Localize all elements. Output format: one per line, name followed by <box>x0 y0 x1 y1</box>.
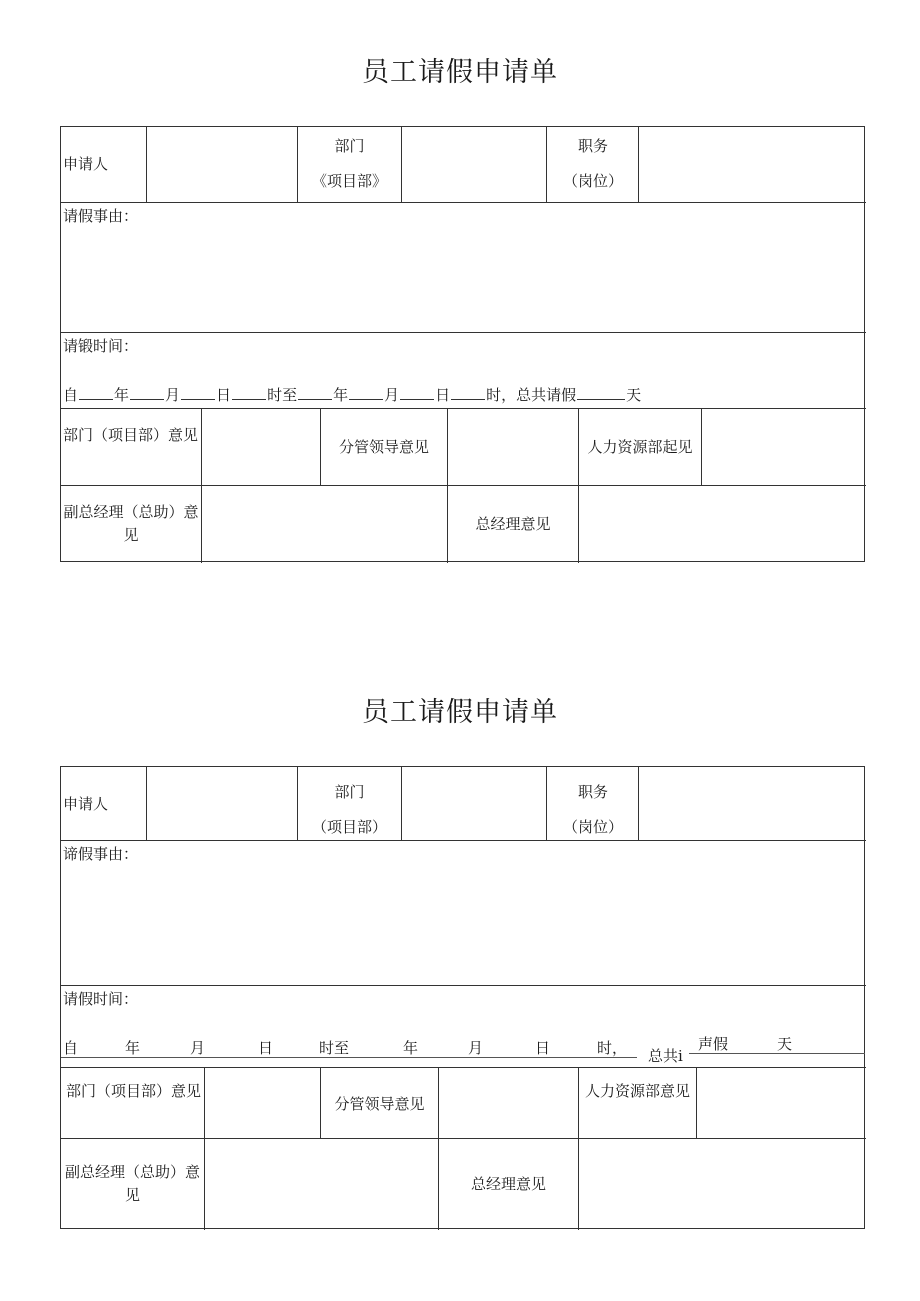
time-word: 年 <box>403 1039 419 1057</box>
time-line: 自 年 月 日 时至 年 月 日 时，总共请假 天 <box>63 386 642 404</box>
applicant-label: 申请人 <box>63 795 109 813</box>
vgm-opinion-field[interactable] <box>205 1139 438 1229</box>
form2-table <box>60 766 865 1229</box>
dept-field[interactable] <box>402 127 546 202</box>
time-word: 声假 <box>698 1035 729 1053</box>
gm-opinion-label: 总经理意见 <box>475 515 551 533</box>
position-field[interactable] <box>639 127 866 202</box>
dept-opinion-field[interactable] <box>205 1068 320 1138</box>
leader-opinion-label: 分管领导意见 <box>338 438 429 456</box>
reason-label: 谛假事由： <box>63 845 139 863</box>
applicant-field[interactable] <box>147 767 297 840</box>
reason-field[interactable] <box>61 227 866 331</box>
time-underline <box>61 1057 637 1058</box>
vgm-opinion-field[interactable] <box>202 486 447 562</box>
start-hour-blank[interactable] <box>232 398 266 400</box>
gm-opinion-label: 总经理意见 <box>470 1175 546 1193</box>
time-label: 请锻时间： <box>63 337 139 355</box>
form1-table <box>60 126 865 562</box>
end-year-blank[interactable] <box>298 398 332 400</box>
hr-opinion-label: 人力资源部意见 <box>584 1082 690 1100</box>
time-word: 自 <box>63 1039 79 1057</box>
dept-field[interactable] <box>402 767 546 840</box>
start-month-blank[interactable] <box>130 398 164 400</box>
time-word: 时至 <box>319 1039 350 1057</box>
time-underline-right <box>689 1053 865 1054</box>
time-label: 请假时间： <box>63 990 139 1008</box>
hr-opinion-field[interactable] <box>697 1068 866 1138</box>
gm-opinion-field[interactable] <box>579 1139 866 1229</box>
dept-label: 部门 《项目部》 <box>311 137 387 191</box>
position-field[interactable] <box>639 767 866 840</box>
leader-opinion-label: 分管领导意见 <box>334 1095 425 1113</box>
end-month-blank[interactable] <box>349 398 383 400</box>
time-word: 月 <box>190 1039 206 1057</box>
time-word: 总共i <box>648 1047 683 1065</box>
leader-opinion-field[interactable] <box>448 409 578 485</box>
total-days-blank[interactable] <box>577 398 625 400</box>
hr-opinion-label: 人力资源部起见 <box>587 438 693 456</box>
dept-opinion-label: 部门（项目部）意见 <box>63 426 199 444</box>
vgm-opinion-label: 副总经理（总助）意见 <box>63 503 199 545</box>
start-day-blank[interactable] <box>181 398 215 400</box>
form2-title: 员工请假申请单 <box>362 697 558 728</box>
time-word: 月 <box>468 1039 484 1057</box>
time-word: 时， <box>597 1039 628 1057</box>
vgm-opinion-label: 副总经理（总助）意见 <box>64 1163 200 1205</box>
gm-opinion-field[interactable] <box>579 486 866 562</box>
dept-opinion-label: 部门（项目部）意见 <box>65 1082 201 1100</box>
dept-label: 部门 （项目部） <box>311 783 387 837</box>
start-year-blank[interactable] <box>79 398 113 400</box>
applicant-field[interactable] <box>147 127 297 202</box>
end-day-blank[interactable] <box>400 398 434 400</box>
reason-label: 请假事由： <box>63 207 139 225</box>
position-label: 职务 （岗位） <box>562 137 623 191</box>
end-hour-blank[interactable] <box>451 398 485 400</box>
dept-opinion-field[interactable] <box>202 409 320 485</box>
time-word: 日 <box>535 1039 551 1057</box>
time-word: 年 <box>125 1039 141 1057</box>
form1-title: 员工请假申请单 <box>362 57 558 88</box>
time-word: 日 <box>258 1039 274 1057</box>
hr-opinion-field[interactable] <box>702 409 866 485</box>
applicant-label: 申请人 <box>63 155 109 173</box>
leader-opinion-field[interactable] <box>439 1068 578 1138</box>
position-label: 职务 （岗位） <box>562 783 623 837</box>
reason-field[interactable] <box>61 867 866 984</box>
time-word: 天 <box>777 1035 793 1053</box>
